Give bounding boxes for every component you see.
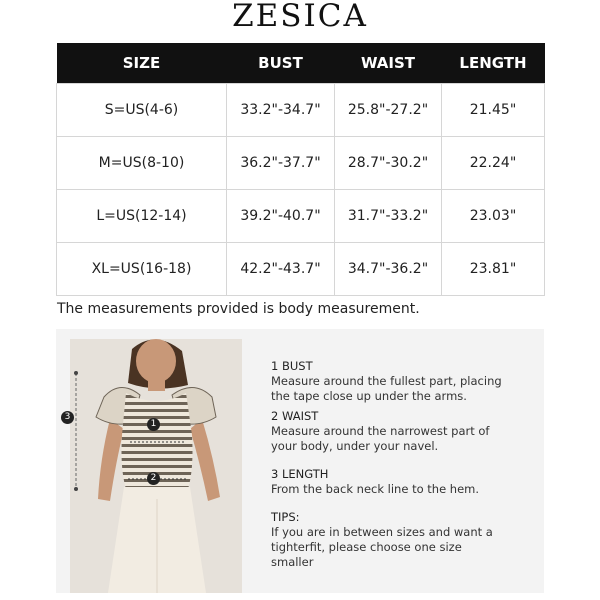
header-size: SIZE [57, 43, 227, 84]
table-row [57, 190, 545, 243]
tips-text-line: If you are in between sizes and want a [271, 525, 493, 539]
size-cell: L=US(12-14) [57, 190, 227, 243]
bust-text-line: Measure around the fullest part, placing [271, 374, 502, 388]
length-cell: 21.45" [442, 84, 545, 137]
waist-cell: 31.7"-33.2" [335, 190, 442, 243]
length-title: 3 LENGTH [271, 467, 329, 481]
bust-cell: 36.2"-37.7" [227, 137, 335, 190]
bust-title: 1 BUST [271, 359, 313, 373]
size-cell: S=US(4-6) [57, 84, 227, 137]
length-cell: 23.81" [442, 243, 545, 296]
waist-cell: 34.7"-36.2" [335, 243, 442, 296]
model-photo [70, 339, 242, 593]
header-bust: BUST [227, 43, 335, 84]
model-illustration [70, 339, 242, 593]
bust-cell: 33.2"-34.7" [227, 84, 335, 137]
waist-title: 2 WAIST [271, 409, 319, 423]
measurement-note: The measurements provided is body measurement. [57, 301, 420, 317]
table-header-row [57, 43, 545, 84]
size-cell: M=US(8-10) [57, 137, 227, 190]
bust-instruction [271, 359, 502, 404]
tips-text-line: tighterfit, please choose one size [271, 540, 462, 554]
table-row [57, 137, 545, 190]
bust-text-line: the tape close up under the arms. [271, 389, 467, 403]
bust-cell: 39.2"-40.7" [227, 190, 335, 243]
waist-text-line: your body, under your navel. [271, 439, 439, 453]
tips-text-line: smaller [271, 555, 314, 569]
waist-instruction [271, 409, 489, 454]
bust-marker: 1 [147, 418, 160, 431]
waist-marker: 2 [147, 472, 160, 485]
tips-title: TIPS: [271, 510, 300, 524]
length-cell: 22.24" [442, 137, 545, 190]
measurement-guide-panel [56, 329, 544, 593]
length-text-line: From the back neck line to the hem. [271, 482, 480, 496]
table-row [57, 243, 545, 296]
tips-block [271, 510, 493, 570]
bust-cell: 42.2"-43.7" [227, 243, 335, 296]
header-length: LENGTH [442, 43, 545, 84]
waist-text-line: Measure around the narrowest part of [271, 424, 490, 438]
length-cell: 23.03" [442, 190, 545, 243]
table-row [57, 84, 545, 137]
size-chart-table [56, 43, 545, 296]
length-marker: 3 [61, 411, 74, 424]
waist-cell: 25.8"-27.2" [335, 84, 442, 137]
brand-logo: ZESICA [232, 0, 368, 34]
length-instruction [271, 467, 479, 497]
waist-cell: 28.7"-30.2" [335, 137, 442, 190]
size-cell: XL=US(16-18) [57, 243, 227, 296]
header-waist: WAIST [335, 43, 442, 84]
